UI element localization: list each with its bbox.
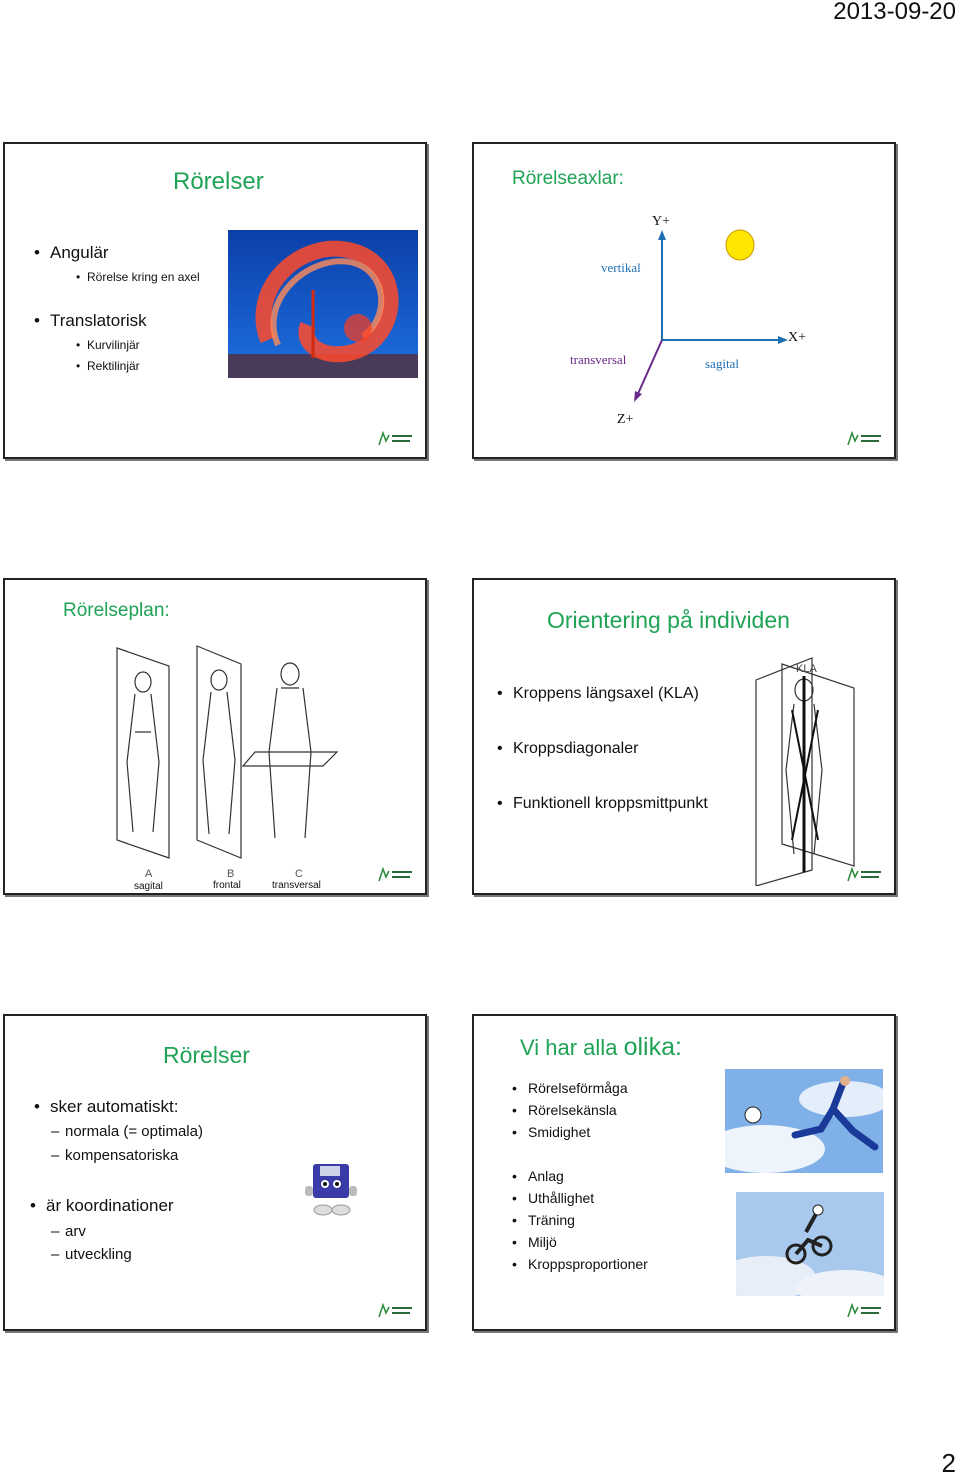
sub-item: – arv xyxy=(65,1223,86,1240)
figure-caption: transversal xyxy=(272,880,321,891)
slide-rorelser xyxy=(3,142,427,459)
football-photo xyxy=(725,1069,883,1173)
figure-caption: frontal xyxy=(213,880,241,891)
bullet-item: • Anlag xyxy=(528,1168,564,1184)
axis-diagram xyxy=(474,144,894,457)
body-axis-figure xyxy=(742,640,860,886)
slide-title: Rörelseaxlar: xyxy=(512,168,624,189)
bullet-item: • Rörelsekänsla xyxy=(528,1102,617,1118)
figure-letter: B xyxy=(227,868,235,880)
logo-icon xyxy=(375,429,415,449)
figure-caption: sagital xyxy=(134,881,163,892)
slide-orientering xyxy=(472,578,896,895)
sub-item: – normala (= optimala) xyxy=(65,1123,203,1140)
slide-title: Rörelser xyxy=(173,168,264,195)
planes-figure xyxy=(105,642,345,874)
slide-title: Rörelser xyxy=(163,1042,250,1068)
bullet-item: • Miljö xyxy=(528,1234,557,1250)
title-part: Vi har alla xyxy=(520,1035,618,1060)
slide-title: Orientering på individen xyxy=(547,607,790,633)
bullet-item: • Smidighet xyxy=(528,1124,590,1140)
bullet-item: • Uthållighet xyxy=(528,1190,594,1206)
bullet-angular: • Angulär xyxy=(50,243,109,263)
label-sagital: sagital xyxy=(705,356,739,371)
label-transversal: transversal xyxy=(570,352,627,367)
title-part: olika: xyxy=(623,1033,682,1061)
bullet-item: • Kroppsproportioner xyxy=(528,1256,648,1272)
print-date: 2013-09-20 xyxy=(833,0,956,25)
bullet-item: • är koordinationer xyxy=(46,1196,174,1216)
slide-title: Rörelseplan: xyxy=(63,600,170,621)
slide-rorelseaxlar xyxy=(472,142,896,459)
bullet-item: • sker automatiskt: xyxy=(50,1097,179,1117)
bullet-item: • Kroppsdiagonaler xyxy=(513,740,638,758)
bullet-item: • Kroppens längsaxel (KLA) xyxy=(513,685,699,703)
sub-bullet: • Rörelse kring en axel xyxy=(87,270,200,284)
label-vertikal: vertikal xyxy=(601,260,641,275)
logo-icon xyxy=(844,429,884,449)
bullet-translatorisk: • Translatorisk xyxy=(50,311,147,331)
axis-z-label: Z+ xyxy=(617,412,634,427)
sub-item: – utveckling xyxy=(65,1246,132,1263)
logo-icon xyxy=(375,865,415,885)
slide-rorelseplan xyxy=(3,578,427,895)
axis-y-label: Y+ xyxy=(652,214,671,229)
figure-letter: C xyxy=(295,868,303,880)
motocross-photo xyxy=(736,1192,884,1296)
floppy-mascot-icon xyxy=(303,1162,361,1218)
bullet-item: • Rörelseförmåga xyxy=(528,1080,628,1096)
slide-vi-har-alla-olika xyxy=(472,1014,896,1331)
figure-letter: A xyxy=(145,868,153,880)
sub-bullet: • Kurvilinjär xyxy=(87,338,140,352)
sub-bullet: • Rektilinjär xyxy=(87,359,140,373)
logo-icon xyxy=(844,865,884,885)
logo-icon xyxy=(844,1301,884,1321)
axis-x-label: X+ xyxy=(788,330,807,345)
figure-label: KLA xyxy=(796,663,817,675)
logo-icon xyxy=(375,1301,415,1321)
bullet-item: • Funktionell kroppsmittpunkt xyxy=(513,795,708,813)
slide-title xyxy=(520,1033,682,1062)
slide-rorelser-2 xyxy=(3,1014,427,1331)
bullet-item: • Träning xyxy=(528,1212,575,1228)
page-number: 2 xyxy=(941,1448,956,1478)
sub-item: – kompensatoriska xyxy=(65,1147,178,1164)
dancer-photo xyxy=(228,230,418,378)
